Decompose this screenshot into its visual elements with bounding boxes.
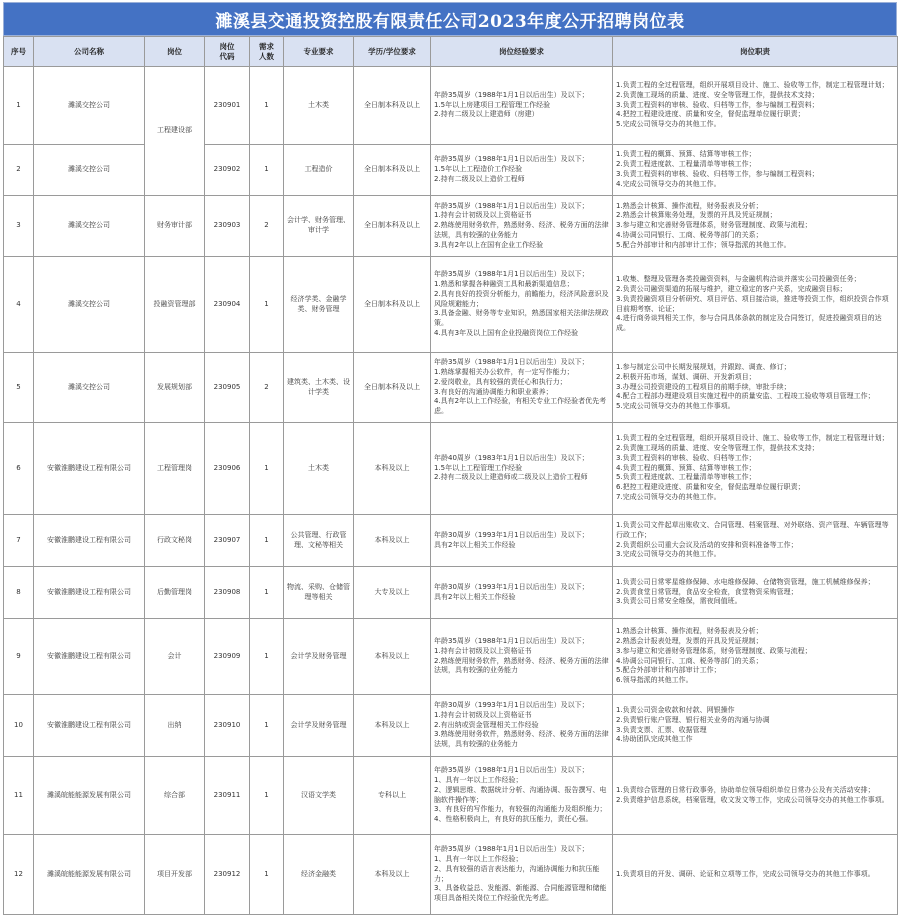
experience-requirement (431, 515, 613, 567)
experience-requirement (431, 567, 613, 619)
position-code: 230905 (205, 353, 250, 423)
position-code: 230911 (205, 757, 250, 835)
row-number: 7 (4, 515, 34, 567)
position-name: 综合部 (145, 757, 205, 835)
position-code: 230902 (205, 145, 250, 196)
col-no-header: 序号 (4, 37, 34, 67)
major-requirement: 会计学及财务管理 (284, 695, 354, 757)
position-name: 行政文秘岗 (145, 515, 205, 567)
headcount: 1 (250, 619, 284, 695)
job-duties (613, 567, 898, 619)
experience-requirement-line: 2.爱岗敬业，具有较强的责任心和执行力； (434, 377, 567, 386)
experience-requirement-line: 年龄30周岁（1993年1月1日以后出生）及以下； (434, 530, 589, 539)
col-position-header: 岗位 (145, 37, 205, 67)
job-duties-line: 1.参与制定公司中长期发展规划，并跟踪、调查、修订； (616, 363, 791, 371)
job-duties (613, 423, 898, 515)
experience-requirement-line: 年龄35周岁（1988年1月1日以后出生）及以下； (434, 636, 589, 645)
headcount: 1 (250, 423, 284, 515)
experience-requirement-line: 3.熟练使用财务软件，熟悉财务、经济、税务方面的法律法规，具有较强的业务能力 (434, 730, 609, 749)
degree-requirement: 本科及以上 (354, 619, 431, 695)
row-number: 3 (4, 196, 34, 257)
company-name: 安徽淮鹏建设工程有限公司 (34, 567, 145, 619)
experience-requirement-line: 年龄35周岁（1988年1月1日以后出生）及以下； (434, 90, 589, 99)
job-duties-line: 4.协助团队完成其他工作 (616, 735, 693, 744)
recruitment-table (3, 36, 898, 915)
job-duties (613, 695, 898, 757)
job-duties-line: 5.完成公司领导交办的其他工作事项。 (616, 402, 735, 411)
company-name: 濉溪交控公司 (34, 257, 145, 353)
job-duties-line: 2.负责工程进度款、工程量清单等审核工作； (616, 160, 756, 169)
experience-requirement-line: 2.具有良好的投资分析能力，前瞻能力，经济风险意识及风险规避能力； (434, 289, 609, 308)
position-name: 投融资管理部 (145, 257, 205, 353)
job-duties-line: 1.负责公司资金收款和付款、网银操作 (616, 705, 735, 714)
degree-requirement: 全日制本科及以上 (354, 353, 431, 423)
degree-requirement: 本科及以上 (354, 835, 431, 915)
job-duties-line: 2.负责施工现场的质量、进度、安全等管理工作，提供技术支持； (616, 90, 819, 99)
job-duties-line: 1.负责工程的全过程管理，组织开展项目设计、施工、验收等工作，制定工程管理计划； (616, 434, 889, 443)
position-code: 230908 (205, 567, 250, 619)
row-number: 2 (4, 145, 34, 196)
table-row (4, 145, 898, 196)
table-row (4, 835, 898, 915)
job-duties-line: 1.负责公司日常零星维修保障、水电维修保障、仓储物资管理，施工机械维修保养； (616, 577, 875, 586)
table-row (4, 196, 898, 257)
table-row (4, 757, 898, 835)
table-body (4, 67, 898, 915)
job-duties-line: 2.负责银行账户管理、银行相关业务的沟通与协调 (616, 715, 770, 724)
experience-requirement-line: 1.持有会计初级及以上资格证书 (434, 646, 532, 655)
position-name: 项目开发部 (145, 835, 205, 915)
experience-requirement-line: 1.熟练掌握相关办公软件，有一定写作能力； (434, 367, 574, 376)
experience-requirement-line: 3.具有2年以上在国有企业工作经验 (434, 240, 544, 249)
headcount: 1 (250, 757, 284, 835)
job-duties-line: 3.负责公司日常安全维保，需夜间值班。 (616, 597, 742, 606)
headcount: 1 (250, 515, 284, 567)
job-duties-line: 2.负责食堂日常管理，食品安全检查，食堂物资采购管理； (616, 587, 798, 596)
col-company-header: 公司名称 (34, 37, 145, 67)
major-requirement: 经济学类、金融学类、财务管理 (284, 257, 354, 353)
headcount: 2 (250, 196, 284, 257)
position-name: 发展规划部 (145, 353, 205, 423)
table-row (4, 567, 898, 619)
company-name: 濉溪交控公司 (34, 196, 145, 257)
headcount: 1 (250, 695, 284, 757)
job-duties (613, 257, 898, 353)
job-duties-line: 2.负责维护信息系统，档案管理，收文发文等工作，完成公司领导交办的其他工作事项。 (616, 795, 889, 804)
company-name: 安徽淮鹏建设工程有限公司 (34, 695, 145, 757)
major-requirement: 会计学、财务管理、审计学 (284, 196, 354, 257)
position-name: 出纳 (145, 695, 205, 757)
experience-requirement-line: 2.熟练使用财务软件，熟悉财务、经济、税务方面的法律法规，具有较强的业务能力 (434, 221, 609, 239)
table-row (4, 619, 898, 695)
major-requirement: 经济金融类 (284, 835, 354, 915)
major-requirement: 土木类 (284, 67, 354, 145)
experience-requirement-line: 4、性格积极向上，有良好的抗压能力，责任心强。 (434, 815, 593, 824)
experience-requirement-line: 年龄35周岁（1988年1月1日以后出生）及以下； (434, 358, 589, 367)
major-requirement: 土木类 (284, 423, 354, 515)
company-name: 濉溪皖能能源发展有限公司 (34, 835, 145, 915)
position-code: 230907 (205, 515, 250, 567)
experience-requirement (431, 196, 613, 257)
job-duties-line: 5.完成公司领导交办的其他工作。 (616, 120, 721, 129)
experience-requirement-line: 1.持有会计初级及以上资格证书 (434, 211, 532, 220)
degree-requirement: 本科及以上 (354, 423, 431, 515)
experience-requirement-line: 3、具备收益总、发能源、新能源、合同能源管理和储能项目具备相关岗位工作经验优先考虑。 (434, 884, 607, 903)
experience-requirement (431, 757, 613, 835)
job-duties-line: 3.负责投融资项目分析研究、项目评估、项目接洽谈，推进等投资工作，组织投资合作项目前期考察、论证； (616, 294, 889, 313)
headcount: 1 (250, 67, 284, 145)
job-duties-line: 4.负责工程的概算、预算、结算等审核工作； (616, 463, 756, 472)
degree-requirement: 全日制本科及以上 (354, 67, 431, 145)
table-row (4, 515, 898, 567)
experience-requirement-line: 年龄40周岁（1983年1月1日以后出生）及以下； (434, 453, 589, 462)
experience-requirement-line: 具有2年以上相关工作经验 (434, 592, 516, 601)
position-name: 工程管理岗 (145, 423, 205, 515)
job-duties-line: 3.负责工程资料的审核、验收、归档等工作，参与编制工程资料； (616, 100, 819, 109)
company-name: 濉溪交控公司 (34, 67, 145, 145)
headcount: 1 (250, 835, 284, 915)
position-code: 230906 (205, 423, 250, 515)
experience-requirement (431, 835, 613, 915)
experience-requirement-line: 具有2年以上相关工作经验 (434, 540, 516, 549)
company-name: 濉溪交控公司 (34, 353, 145, 423)
position-name: 后勤管理岗 (145, 567, 205, 619)
degree-requirement: 大专及以上 (354, 567, 431, 619)
major-requirement: 汉语文学类 (284, 757, 354, 835)
degree-requirement: 全日制本科及以上 (354, 257, 431, 353)
headcount: 2 (250, 353, 284, 423)
experience-requirement (431, 67, 613, 145)
experience-requirement-line: 年龄35周岁（1988年1月1日以后出生）及以下； (434, 155, 589, 164)
experience-requirement-line: 1.熟悉和掌握各种融资工具和最新渠道信息； (434, 280, 574, 288)
job-duties-line: 2.负责公司融资渠道的拓展与维护，建立稳定的客户关系，完成融资目标； (616, 284, 847, 293)
job-duties-line: 3.参与建立和完善财务管理体系，财务管理制度、政策与流程； (616, 221, 812, 230)
major-requirement: 物流、采购、仓储管理等相关 (284, 567, 354, 619)
experience-requirement-line: 2.持有二级及以上造价工程师 (434, 174, 525, 183)
job-duties (613, 835, 898, 915)
job-duties (613, 757, 898, 835)
experience-requirement-line: 年龄35周岁（1988年1月1日以后出生）及以下； (434, 845, 589, 854)
experience-requirement-line: 1.5年以上房建项目工程管理工作经验 (434, 100, 551, 109)
experience-requirement-line: 年龄30周岁（1993年1月1日以后出生）及以下； (434, 701, 589, 709)
headcount: 1 (250, 145, 284, 196)
degree-requirement: 全日制本科及以上 (354, 196, 431, 257)
position-code: 230910 (205, 695, 250, 757)
table-row (4, 423, 898, 515)
job-duties-line: 5.配合外部审计和内部审计工作；领导指派的其他工作。 (616, 240, 791, 249)
position-code: 230909 (205, 619, 250, 695)
job-duties-line: 1.熟悉会计核算、操作流程，财务报表及分析； (616, 627, 763, 636)
position-name: 工程建设部 (145, 67, 205, 196)
col-code-header: 岗位 代码 (205, 37, 250, 67)
position-code: 230901 (205, 67, 250, 145)
degree-requirement: 本科及以上 (354, 515, 431, 567)
job-duties-line: 2.积极开拓市场，谋划、调研、开发新项目； (616, 372, 756, 381)
degree-requirement: 专科以上 (354, 757, 431, 835)
col-duty-header: 岗位职责 (613, 37, 898, 67)
job-duties-line: 2.熟悉会计报表处理，发票的开具及凭证规制； (616, 636, 763, 645)
experience-requirement (431, 695, 613, 757)
experience-requirement-line: 1.5年以上工程管理工作经验 (434, 463, 523, 472)
job-duties (613, 515, 898, 567)
experience-requirement-line: 2、具有较强的语言表达能力，沟通协调能力和抗压能力； (434, 864, 600, 883)
job-duties-line: 2.负责施工现场的质量、进度、安全等管理工作，提供技术支持； (616, 444, 819, 452)
job-duties-line: 2.负责组织公司重大会议及活动的安排和资料准备等工作； (616, 540, 798, 549)
major-requirement: 建筑类、土木类、设计学类 (284, 353, 354, 423)
experience-requirement-line: 1、具有一年以上工作经验； (434, 775, 523, 784)
experience-requirement-line: 年龄35周岁（1988年1月1日以后出生）及以下； (434, 766, 589, 775)
job-duties-line: 6.领导指派的其他工作。 (616, 676, 693, 685)
col-major-header: 专业要求 (284, 37, 354, 67)
experience-requirement-line: 2.持有二级及以上建造师（房建） (434, 110, 539, 119)
job-duties (613, 196, 898, 257)
degree-requirement: 本科及以上 (354, 695, 431, 757)
experience-requirement-line: 3.具备金融、财务等专业知识，熟悉国家相关法律法规政策。 (434, 309, 609, 328)
experience-requirement-line: 1、具有一年以上工作经验； (434, 854, 523, 863)
job-duties-line: 1.负责工程的全过程管理，组织开展项目设计、施工、验收等工作，制定工程管理计划； (616, 81, 889, 89)
job-duties-line: 4.完成公司领导交办的其他工作。 (616, 179, 721, 188)
experience-requirement (431, 257, 613, 353)
job-duties-line: 1.负责项目的开发、调研、论证和立项等工作，完成公司领导交办的其他工作事项。 (616, 869, 875, 878)
headcount: 1 (250, 257, 284, 353)
experience-requirement-line: 1.持有会计初级及以上资格证书 (434, 710, 532, 719)
degree-requirement: 全日制本科及以上 (354, 145, 431, 196)
experience-requirement-line: 4.具有3年及以上国有企业投融资岗位工作经验 (434, 328, 579, 337)
job-duties-line: 3.完成公司领导交办的其他工作。 (616, 550, 721, 559)
job-duties-line: 1.熟悉会计核算、操作流程，财务报表及分析； (616, 201, 763, 210)
company-name: 安徽淮鹏建设工程有限公司 (34, 423, 145, 515)
job-duties-line: 7.完成公司领导交办的其他工作。 (616, 492, 721, 501)
position-code: 230912 (205, 835, 250, 915)
job-duties (613, 145, 898, 196)
row-number: 11 (4, 757, 34, 835)
header-row (4, 37, 898, 67)
experience-requirement (431, 619, 613, 695)
headcount: 1 (250, 567, 284, 619)
row-number: 5 (4, 353, 34, 423)
experience-requirement-line: 2.持有二级及以上建造师或二级及以上造价工程师 (434, 473, 588, 482)
job-duties-line: 6.把控工程建设进度、质量和安全，督促监理单位履行职责； (616, 483, 805, 492)
company-name: 安徽淮鹏建设工程有限公司 (34, 619, 145, 695)
major-requirement: 工程造价 (284, 145, 354, 196)
row-number: 4 (4, 257, 34, 353)
job-duties (613, 353, 898, 423)
experience-requirement-line: 4.具有2年以上工作经验，有相关专业工作经验者优先考虑。 (434, 397, 607, 416)
job-duties-line: 3.办理公司投资建设的工程项目的前期手续，审批手续； (616, 382, 791, 391)
job-duties (613, 619, 898, 695)
col-degree-header: 学历/学位要求 (354, 37, 431, 67)
job-duties-line: 1.负责综合管理的日常行政事务，协助单位领导组织单位日常办公及有关活动安排； (616, 785, 875, 794)
job-duties-line: 5.配合外部审计和内部审计工作； (616, 666, 721, 675)
experience-requirement-line: 年龄30周岁（1993年1月1日以后出生）及以下； (434, 582, 589, 591)
col-count-header: 需求 人数 (250, 37, 284, 67)
job-duties-line: 5.负责工程进度款、工程量清单等审核工作； (616, 473, 756, 482)
major-requirement: 公共管理、行政管理、文秘等相关 (284, 515, 354, 567)
job-duties-line: 3.参与建立和完善财务管理体系，财务管理制度、政策与流程； (616, 646, 812, 655)
table-row (4, 695, 898, 757)
job-duties-line: 4.把控工程建设进度、质量和安全，督促监理单位履行职责； (616, 110, 805, 119)
experience-requirement-line: 2.有出纳或资金管理相关工作经验 (434, 720, 539, 729)
col-experience-header: 岗位经验要求 (431, 37, 613, 67)
experience-requirement (431, 145, 613, 196)
table-row (4, 67, 898, 145)
row-number: 6 (4, 423, 34, 515)
experience-requirement-line: 2.熟练使用财务软件，熟悉财务、经济、税务方面的法律法规，具有较强的业务能力 (434, 656, 609, 675)
job-duties-line: 4.协调公司同银行、工商、税务等部门的关系； (616, 230, 763, 239)
experience-requirement (431, 423, 613, 515)
company-name: 濉溪皖能能源发展有限公司 (34, 757, 145, 835)
table-title: 濉溪县交通投资控股有限责任公司2023年度公开招聘岗位表 (3, 2, 897, 36)
row-number: 12 (4, 835, 34, 915)
job-duties-line: 4.协调公司同银行、工商、税务等部门的关系； (616, 656, 763, 665)
job-duties-line: 4.进行商务谈判相关工作，参与合同具体条款的制定及合同签订，促进投融资项目的达成。 (616, 314, 882, 333)
job-duties-line: 1.负责工程的概算、预算、结算等审核工作； (616, 150, 756, 159)
company-name: 安徽淮鹏建设工程有限公司 (34, 515, 145, 567)
table-row (4, 257, 898, 353)
row-number: 9 (4, 619, 34, 695)
row-number: 1 (4, 67, 34, 145)
experience-requirement-line: 1.5年以上工程造价工作经验 (434, 165, 523, 174)
experience-requirement (431, 353, 613, 423)
row-number: 8 (4, 567, 34, 619)
position-code: 230903 (205, 196, 250, 257)
experience-requirement-line: 年龄35周岁（1988年1月1日以后出生）及以下； (434, 270, 589, 279)
position-name: 会计 (145, 619, 205, 695)
job-duties-line: 3.负责支票、汇票、收据管理 (616, 725, 707, 734)
experience-requirement-line: 3.有良好的沟通协调能力和职业素养； (434, 387, 553, 396)
position-name: 财务审计部 (145, 196, 205, 257)
job-duties-line: 1.负责公司文件起草出账收文、合同管理、档案管理、对外联络、资产管理、车辆管理等行政工作； (616, 520, 889, 539)
job-duties-line: 4.配合工程部办理建设项目实施过程中的质量安监、工程竣工验收等项目管理工作； (616, 392, 875, 401)
job-duties-line: 3.负责工程资料的审核、验收、归档等工作，参与编制工程资料； (616, 170, 819, 178)
position-code: 230904 (205, 257, 250, 353)
page (3, 2, 897, 915)
row-number: 10 (4, 695, 34, 757)
job-duties (613, 67, 898, 145)
company-name: 濉溪交控公司 (34, 145, 145, 196)
experience-requirement-line: 3、有良好的写作能力，有较强的沟通能力及组织能力； (434, 805, 607, 814)
job-duties-line: 3.负责工程资料的审核、验收、归档等工作； (616, 453, 756, 462)
major-requirement: 会计学及财务管理 (284, 619, 354, 695)
job-duties-line: 2.熟悉会计核算账务处理，发票的开具及凭证规制； (616, 211, 777, 220)
experience-requirement-line: 2、逻辑思维、数据统计分析、沟通协调、报告撰写、电脑软件操作等； (434, 785, 607, 804)
experience-requirement-line: 年龄35周岁（1988年1月1日以后出生）及以下； (434, 201, 589, 210)
job-duties-line: 1.收集、整理及管理各类投融资资料，与金融机构洽谈并落实公司投融资任务； (616, 275, 861, 284)
table-row (4, 353, 898, 423)
